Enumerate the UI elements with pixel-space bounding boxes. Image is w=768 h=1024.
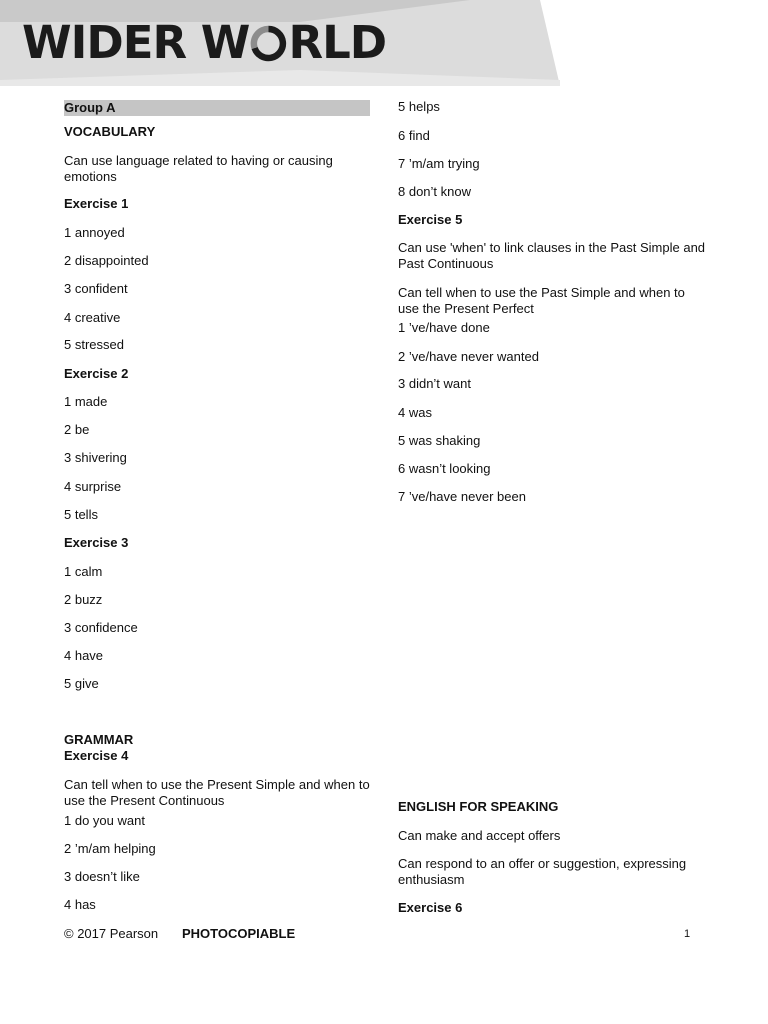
list-item: 6 wasn’t looking xyxy=(398,461,491,476)
list-item: 4 have xyxy=(64,648,104,663)
list-item: 5 give xyxy=(64,676,99,691)
list-item: 5 stressed xyxy=(64,337,124,352)
exercise-4-description: Can tell when to use the Present Simple and when to use the Present Continuous xyxy=(64,777,370,808)
list-item: 4 was xyxy=(398,405,432,420)
list-item: 1 made xyxy=(64,394,108,409)
page-number: 1 xyxy=(684,928,691,940)
list-item: 1 calm xyxy=(64,564,103,579)
list-item: 4 has xyxy=(64,897,96,912)
logo-text-start: WIDER W xyxy=(22,15,250,69)
copyright: © 2017 Pearson xyxy=(64,926,159,941)
list-item: 5 tells xyxy=(64,507,98,522)
speaking-description-2: Can respond to an offer or suggestion, expressing enthusiasm xyxy=(398,856,687,887)
list-item: 3 doesn’t like xyxy=(64,869,140,884)
list-item: 2 ’ve/have never wanted xyxy=(398,349,539,364)
logo-ring-icon xyxy=(250,25,287,62)
exercise-2-title: Exercise 2 xyxy=(64,366,129,381)
list-item: 3 confident xyxy=(64,281,128,296)
list-item: 7 ’m/am trying xyxy=(398,156,480,171)
header-banner xyxy=(0,0,768,86)
speaking-description-1: Can make and accept offers xyxy=(398,828,561,843)
wider-world-logo xyxy=(22,12,386,72)
list-item: 2 ’m/am helping xyxy=(64,841,156,856)
group-label: Group A xyxy=(64,100,370,116)
english-for-speaking-heading: ENGLISH FOR SPEAKING xyxy=(398,799,559,814)
list-item: 1 annoyed xyxy=(64,225,125,240)
list-item: 7 ’ve/have never been xyxy=(398,489,526,504)
grammar-heading: GRAMMAR xyxy=(64,732,134,747)
list-item: 2 disappointed xyxy=(64,253,149,268)
exercise-4-title: Exercise 4 xyxy=(64,748,129,763)
list-item: 2 buzz xyxy=(64,592,103,607)
list-item: 5 helps xyxy=(398,99,440,114)
exercise-5-title: Exercise 5 xyxy=(398,212,463,227)
list-item: 4 creative xyxy=(64,310,121,325)
photocopiable-label: PHOTOCOPIABLE xyxy=(182,926,296,941)
list-item: 3 didn’t want xyxy=(398,376,471,391)
list-item: 4 surprise xyxy=(64,479,122,494)
exercise-6-title: Exercise 6 xyxy=(398,900,463,915)
exercise-3-title: Exercise 3 xyxy=(64,535,129,550)
exercise-5-description-2: Can tell when to use the Past Simple and when to use the Present Perfect xyxy=(398,285,685,316)
list-item: 5 was shaking xyxy=(398,433,481,448)
list-item: 3 shivering xyxy=(64,450,127,465)
vocabulary-heading: VOCABULARY xyxy=(64,124,156,139)
list-item: 1 ’ve/have done xyxy=(398,320,490,335)
list-item: 1 do you want xyxy=(64,813,145,828)
list-item: 6 find xyxy=(398,128,430,143)
logo-text-end: RLD xyxy=(288,15,387,69)
list-item: 3 confidence xyxy=(64,620,138,635)
exercise-5-description-1: Can use 'when' to link clauses in the Past Simple and Past Continuous xyxy=(398,240,706,271)
list-item: 2 be xyxy=(64,422,90,437)
exercise-1-title: Exercise 1 xyxy=(64,196,129,211)
vocabulary-description: Can use language related to having or causing emotions xyxy=(64,153,333,184)
list-item: 8 don’t know xyxy=(398,184,471,199)
